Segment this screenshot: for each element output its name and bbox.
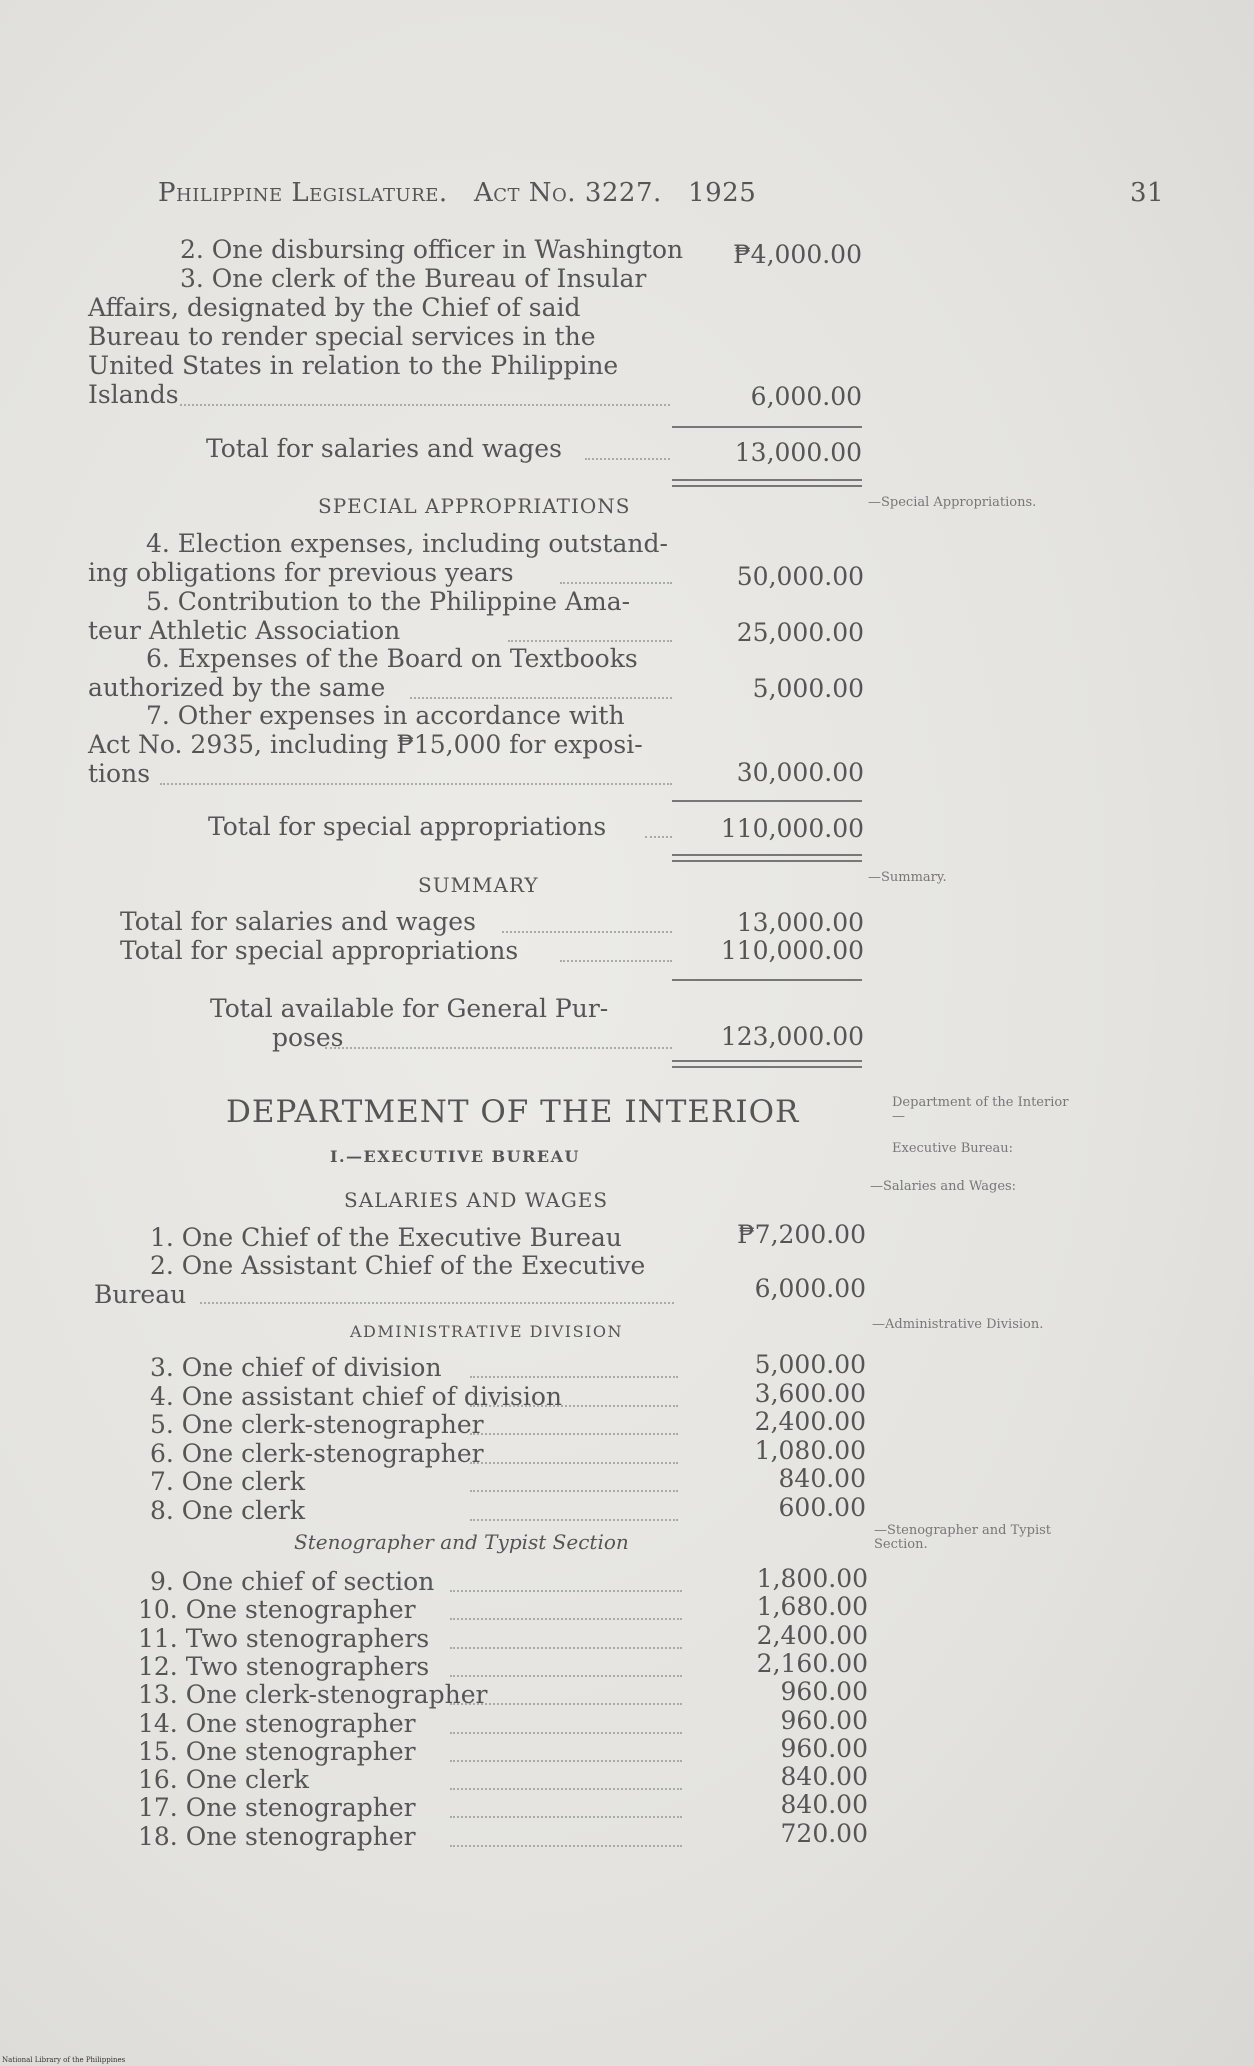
dot-leader <box>450 1647 682 1649</box>
salaries-heading: SALARIES AND WAGES <box>344 1188 609 1212</box>
steno-item-amount: 1,800.00 <box>756 1564 868 1593</box>
dot-leader <box>560 960 672 962</box>
margin-note-steno: —Stenographer and Typist Section. <box>874 1523 1052 1552</box>
steno-item-amount: 960.00 <box>780 1705 868 1735</box>
dot-leader <box>508 640 672 642</box>
summary-row-2-label: Total for special appropriations <box>120 936 519 965</box>
admin-heading: ADMINISTRATIVE DIVISION <box>350 1322 623 1341</box>
admin-item-text: 4. One assistant chief of division <box>150 1381 563 1411</box>
steno-item-amount: 960.00 <box>780 1733 868 1763</box>
dot-leader <box>502 931 672 933</box>
admin-item-text: 7. One clerk <box>150 1467 306 1496</box>
item-7-line-3: tions <box>88 759 151 788</box>
steno-heading: Stenographer and Typist Section <box>294 1530 629 1554</box>
footer-credit: National Library of the Philippines <box>2 2056 126 2064</box>
summary-total-line-2: poses <box>272 1023 344 1052</box>
item-5-line-1: 5. Contribution to the Philippine Ama- <box>146 587 631 616</box>
admin-item-amount: 1,080.00 <box>754 1435 866 1465</box>
steno-item-amount: 840.00 <box>780 1790 868 1820</box>
dot-leader <box>470 1462 678 1464</box>
item-3-line-3: Bureau to render special services in the <box>88 322 596 351</box>
margin-note-department: Department of the Interior— <box>892 1095 1069 1124</box>
admin-item-amount: 2,400.00 <box>754 1407 866 1436</box>
header-act: Act No. 3227. <box>473 178 662 208</box>
item-4-line-2: ing obligations for previous years <box>88 558 514 587</box>
item-7-line-2: Act No. 2935, including ₱15,000 for exposi- <box>88 730 643 759</box>
dot-leader <box>450 1675 682 1677</box>
department-heading: DEPARTMENT OF THE INTERIOR <box>226 1094 800 1130</box>
admin-item-amount: 840.00 <box>778 1464 866 1493</box>
margin-note-summary: —Summary. <box>868 870 947 885</box>
double-rule <box>672 860 862 862</box>
steno-item-text: 13. One clerk-stenographer <box>138 1680 488 1710</box>
steno-item-text: 18. One stenographer <box>138 1821 416 1851</box>
dot-leader <box>560 582 672 584</box>
special-heading: SPECIAL APPROPRIATIONS <box>318 494 631 518</box>
item-7-line-1: 7. Other expenses in accordance with <box>146 701 625 730</box>
dot-leader <box>450 1760 682 1762</box>
item-1-text: 1. One Chief of the Executive Bureau <box>150 1223 622 1252</box>
item-3-line-4: United States in relation to the Philippine <box>88 351 619 380</box>
dot-leader <box>470 1490 678 1492</box>
admin-item-text: 3. One chief of division <box>150 1353 442 1382</box>
margin-note-special: —Special Appropriations. <box>868 495 1037 510</box>
item-3-amount: 6,000.00 <box>750 382 862 411</box>
steno-item-text: 17. One stenographer <box>138 1793 416 1823</box>
item-6-amount: 5,000.00 <box>752 674 864 703</box>
executive-bureau-heading: I.—EXECUTIVE BUREAU <box>330 1147 580 1166</box>
summary-row-1-label: Total for salaries and wages <box>120 907 476 936</box>
item-5-line-2: teur Athletic Association <box>88 616 401 645</box>
admin-item-text: 5. One clerk-stenographer <box>150 1410 484 1439</box>
steno-item-amount: 840.00 <box>780 1762 868 1792</box>
total-special-amount: 110,000.00 <box>720 814 864 843</box>
header-year: 1925 <box>688 178 757 208</box>
dot-leader <box>450 1788 682 1790</box>
item-2b-line-1: 2. One Assistant Chief of the Executive <box>150 1251 646 1280</box>
dot-leader <box>325 1047 672 1049</box>
item-6-line-2: authorized by the same <box>88 673 386 702</box>
admin-item-amount: 3,600.00 <box>754 1378 866 1408</box>
steno-item-amount: 2,160.00 <box>756 1648 868 1678</box>
item-6-line-1: 6. Expenses of the Board on Textbooks <box>146 644 638 673</box>
double-rule <box>672 485 862 487</box>
double-rule <box>672 479 862 481</box>
page-number: 31 <box>1130 178 1165 208</box>
dot-leader <box>645 836 672 838</box>
admin-item-text: 6. One clerk-stenographer <box>150 1438 484 1468</box>
steno-item-amount: 1,680.00 <box>756 1592 868 1622</box>
item-7-amount: 30,000.00 <box>736 758 864 787</box>
total-salaries-amount: 13,000.00 <box>734 438 862 467</box>
item-2-text: 2. One disbursing officer in Washington <box>180 235 684 264</box>
item-2b-amount: 6,000.00 <box>754 1274 866 1303</box>
item-3-line-1: 3. One clerk of the Bureau of Insular <box>180 264 647 293</box>
steno-item-text: 14. One stenographer <box>138 1708 416 1738</box>
summary-total-line-1: Total available for General Pur- <box>210 994 609 1023</box>
dot-leader <box>470 1519 678 1521</box>
header-legislature: Philippine Legislature. <box>158 178 448 208</box>
dot-leader <box>200 1302 674 1304</box>
steno-item-text: 11. Two stenographers <box>138 1623 430 1653</box>
dot-leader <box>180 404 670 406</box>
dot-leader <box>470 1405 678 1407</box>
steno-item-text: 15. One stenographer <box>138 1736 416 1766</box>
rule <box>672 979 862 981</box>
margin-note-executive: Executive Bureau: <box>892 1141 1014 1156</box>
steno-item-amount: 2,400.00 <box>756 1620 868 1650</box>
item-4-amount: 50,000.00 <box>736 562 864 591</box>
double-rule <box>672 854 862 856</box>
admin-item-text: 8. One clerk <box>150 1495 306 1525</box>
dot-leader <box>470 1433 678 1435</box>
dot-leader <box>450 1816 682 1818</box>
summary-heading: SUMMARY <box>418 873 539 897</box>
steno-item-amount: 960.00 <box>780 1677 868 1707</box>
total-special-label: Total for special appropriations <box>208 812 607 841</box>
total-salaries-label: Total for salaries and wages <box>206 434 562 463</box>
dot-leader <box>450 1703 682 1705</box>
admin-item-amount: 600.00 <box>778 1492 866 1522</box>
running-header <box>158 178 756 208</box>
steno-item-text: 16. One clerk <box>138 1765 309 1795</box>
double-rule <box>672 1066 862 1068</box>
item-2-amount: ₱4,000.00 <box>733 240 862 269</box>
summary-total-amount: 123,000.00 <box>720 1022 864 1051</box>
item-3-line-5: Islands <box>88 380 179 409</box>
dot-leader <box>410 697 672 699</box>
margin-note-admin: —Administrative Division. <box>872 1317 1044 1332</box>
summary-row-1-amount: 13,000.00 <box>736 908 864 937</box>
margin-note-salaries: —Salaries and Wages: <box>870 1179 1017 1194</box>
steno-item-text: 12. Two stenographers <box>138 1651 430 1681</box>
item-4-line-1: 4. Election expenses, including outstand- <box>146 529 668 558</box>
dot-leader <box>450 1845 682 1847</box>
dot-leader <box>585 458 670 460</box>
rule <box>672 426 862 428</box>
item-3-line-2: Affairs, designated by the Chief of said <box>88 293 581 322</box>
dot-leader <box>450 1618 682 1620</box>
rule <box>672 800 862 802</box>
admin-item-amount: 5,000.00 <box>754 1350 866 1379</box>
dot-leader <box>470 1376 678 1378</box>
item-5-amount: 25,000.00 <box>736 618 864 647</box>
dot-leader <box>450 1732 682 1734</box>
dot-leader <box>450 1590 682 1592</box>
item-2b-line-2: Bureau <box>94 1280 187 1309</box>
dot-leader <box>160 783 672 785</box>
steno-item-text: 9. One chief of section <box>150 1567 435 1596</box>
summary-row-2-amount: 110,000.00 <box>720 936 864 965</box>
steno-item-text: 10. One stenographer <box>138 1595 416 1625</box>
item-1-amount: ₱7,200.00 <box>737 1220 866 1249</box>
double-rule <box>672 1060 862 1062</box>
steno-item-amount: 720.00 <box>780 1818 868 1848</box>
